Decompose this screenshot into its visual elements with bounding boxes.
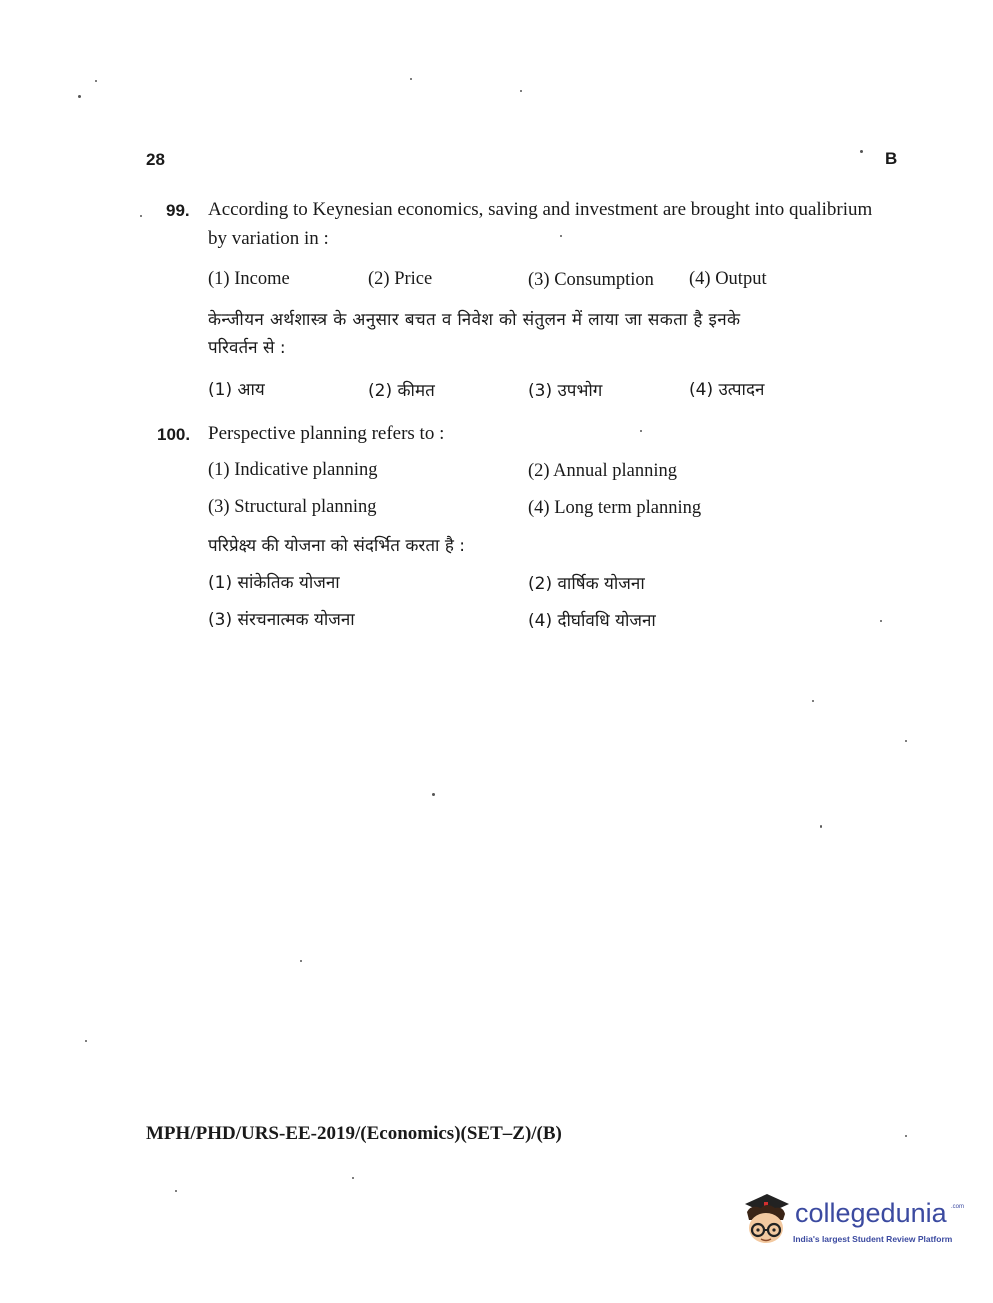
question-text-english-cont: by variation in : <box>208 228 329 249</box>
mascot-icon <box>737 1190 795 1256</box>
option-1-english: (1) Indicative planning <box>208 460 378 480</box>
page-number: 28 <box>146 150 165 169</box>
booklet-series: B <box>885 149 898 168</box>
paper-code-footer: MPH/PHD/URS-EE-2019/(Economics)(SET–Z)/(B) <box>146 1123 562 1144</box>
collegedunia-logo <box>737 1190 965 1260</box>
option-1-hindi: (1) सांकेतिक योजना <box>208 573 340 593</box>
question-number: 100. <box>157 425 191 444</box>
option-4-hindi: (4) दीर्घावधि योजना <box>528 611 656 631</box>
logo-tagline: India's largest Student Review Platform <box>793 1234 953 1244</box>
option-2-english: (2) Price <box>368 269 433 289</box>
option-3-hindi: (3) उपभोग <box>528 381 603 401</box>
option-2-hindi: (2) वार्षिक योजना <box>528 574 645 594</box>
logo-domain: .com <box>951 1204 965 1210</box>
option-4-english: (4) Output <box>689 269 767 289</box>
option-2-english: (2) Annual planning <box>528 461 678 481</box>
option-3-english: (3) Structural planning <box>208 497 377 517</box>
question-text-hindi: केन्जीयन अर्थशास्त्र के अनुसार बचत व निवेश को संतुलन में लाया जा सकता है इनके <box>208 310 741 330</box>
question-text-hindi: परिप्रेक्ष्य की योजना को संदर्भित करता है : <box>208 536 465 556</box>
logo-wordmark: collegedunia <box>795 1198 947 1228</box>
question-text-english: Perspective planning refers to : <box>208 423 445 444</box>
option-4-hindi: (4) उत्पादन <box>689 380 765 400</box>
option-1-hindi: (1) आय <box>208 380 265 400</box>
question-number: 99. <box>166 201 190 220</box>
question-text-english: According to Keynesian economics, saving and investment are brought into qualibrium <box>208 199 873 220</box>
option-1-english: (1) Income <box>208 269 290 289</box>
option-3-hindi: (3) संरचनात्मक योजना <box>208 610 355 630</box>
option-3-english: (3) Consumption <box>528 270 654 290</box>
option-4-english: (4) Long term planning <box>528 498 702 518</box>
question-text-hindi-cont: परिवर्तन से : <box>208 338 286 358</box>
option-2-hindi: (2) कीमत <box>368 381 435 401</box>
